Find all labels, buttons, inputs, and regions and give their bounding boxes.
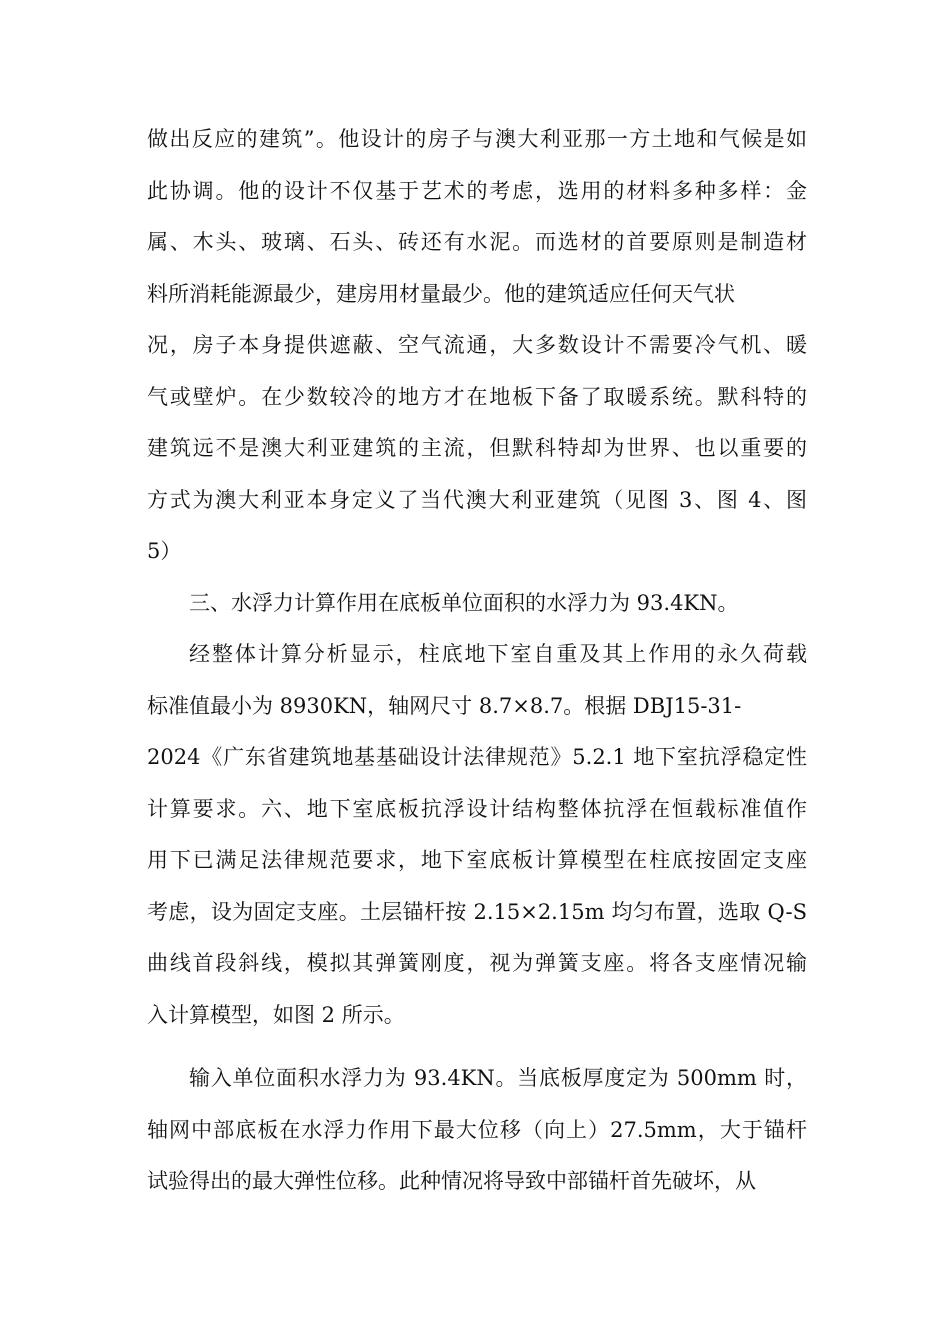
text-line: 5） <box>147 539 182 563</box>
text-line: 况，房子本身提供遮蔽、空气流通，大多数设计不需要冷气机、暖 <box>147 333 807 357</box>
text-line: 标准值最小为 8930KN，轴网尺寸 8.7×8.7。根据 DBJ15-31- <box>147 693 742 718</box>
text-line: 建筑远不是澳大利亚建筑的主流，但默科特却为世界、也以重要的 <box>147 436 807 460</box>
text-line: 轴网中部底板在水浮力作用下最大位移（向上）27.5mm，大于锚杆 <box>147 1117 807 1142</box>
text-line: 试验得出的最大弹性位移。此种情况将导致中部锚杆首先破坏，从 <box>147 1169 756 1193</box>
text-line: 曲线首段斜线，模拟其弹簧刚度，视为弹簧支座。将各支座情况输 <box>147 951 807 975</box>
text-line: 三、水浮力计算作用在底板单位面积的水浮力为 93.4KN。 <box>189 590 739 615</box>
text-line: 属、木头、玻璃、石头、砖还有水泥。而选材的首要原则是制造材 <box>147 230 807 254</box>
paragraph <box>147 114 807 578</box>
text-line: 2024《广东省建筑地基基础设计法律规范》5.2.1 地下室抗浮稳定性 <box>147 745 807 769</box>
text-line: 输入单位面积水浮力为 93.4KN。当底板厚度定为 500mm 时， <box>189 1066 807 1090</box>
paragraph <box>147 629 807 1041</box>
text-line: 经整体计算分析显示，柱底地下室自重及其上作用的永久荷载 <box>189 642 807 666</box>
text-line: 料所消耗能源最少，建房用材量最少。他的建筑适应任何天气状 <box>147 281 735 306</box>
text-line: 此协调。他的设计不仅基于艺术的考虑，选用的材料多种多样：金 <box>147 178 807 203</box>
paragraph <box>147 578 807 630</box>
text-line: 做出反应的建筑”。他设计的房子与澳大利亚那一方土地和气候是如 <box>147 127 807 151</box>
document-body <box>147 114 807 1208</box>
text-line: 用下已满足法律规范要求，地下室底板计算模型在柱底按固定支座 <box>147 848 807 872</box>
text-line: 方式为澳大利亚本身定义了当代澳大利亚建筑（见图 3、图 4、图 <box>147 487 807 512</box>
paragraph <box>147 1053 807 1208</box>
text-line: 考虑，设为固定支座。土层锚杆按 2.15×2.15m 均匀布置，选取 Q-S <box>147 899 807 924</box>
text-line: 计算要求。六、地下室底板抗浮设计结构整体抗浮在恒载标准值作 <box>147 796 807 821</box>
text-line: 入计算模型，如图 2 所示。 <box>147 1002 405 1027</box>
text-line: 气或壁炉。在少数较冷的地方才在地板下备了取暖系统。默科特的 <box>147 384 807 409</box>
